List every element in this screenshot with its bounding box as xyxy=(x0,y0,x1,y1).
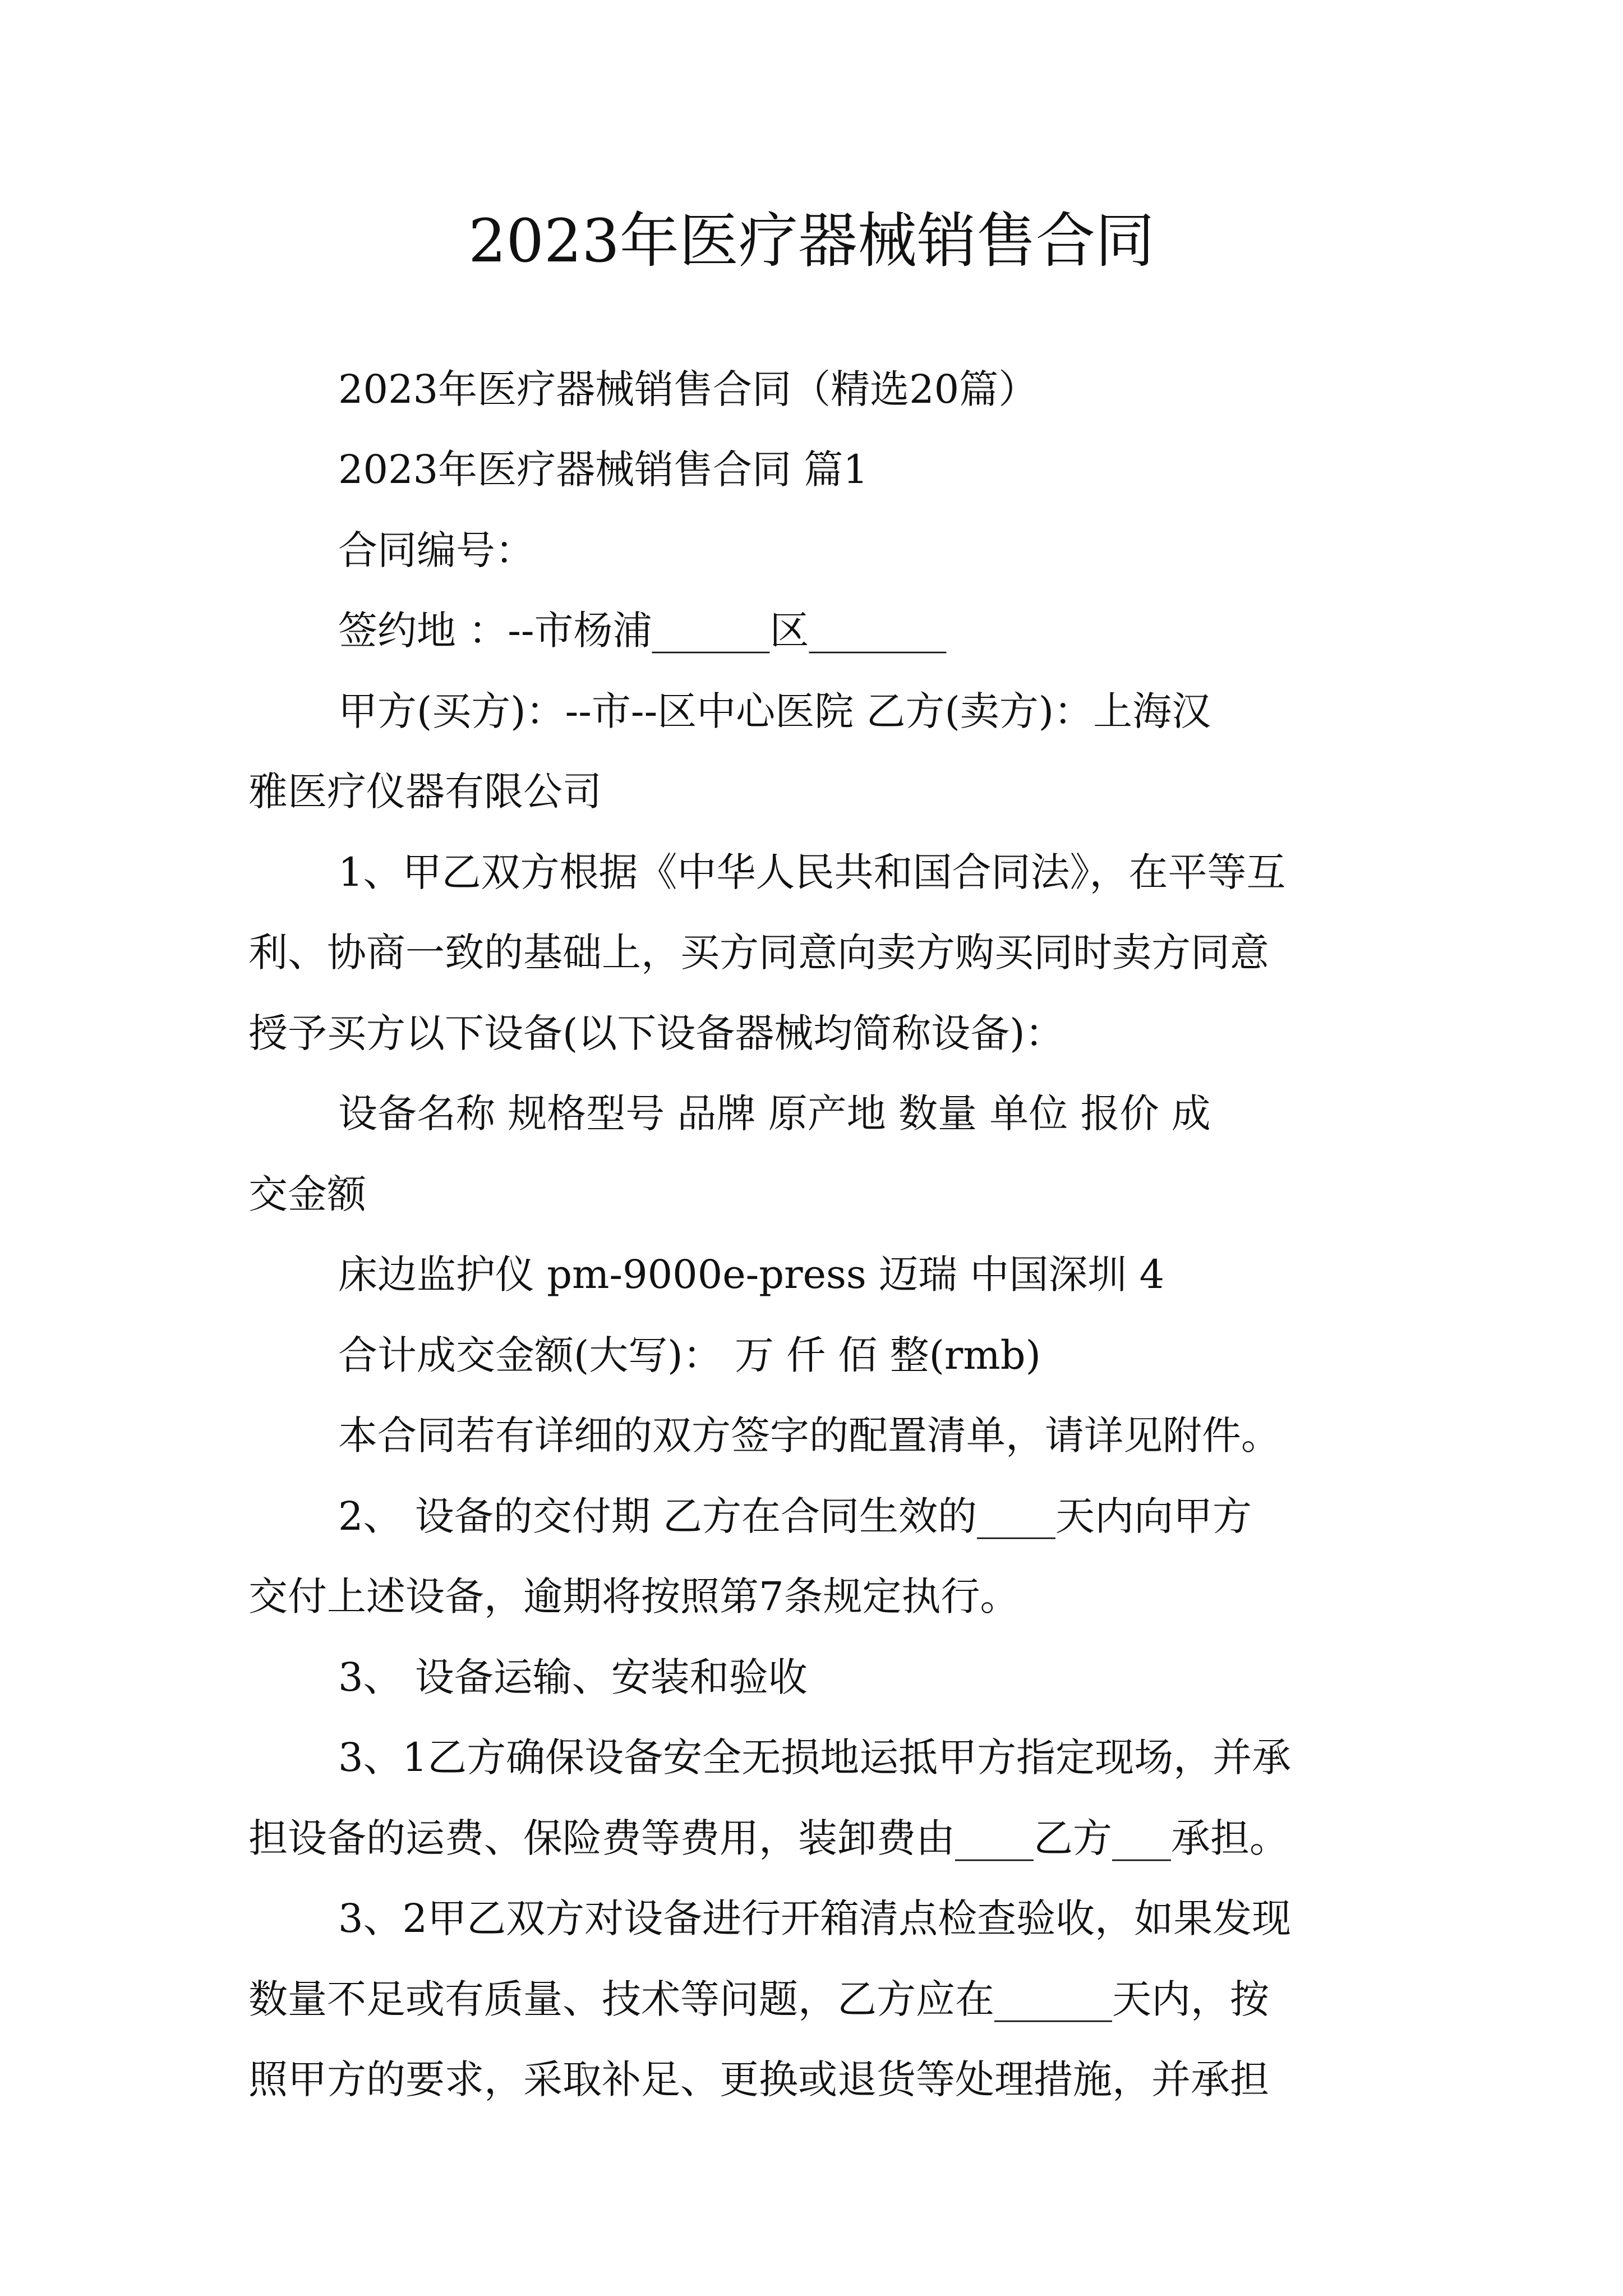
paragraph-line: 甲方(买方)：--市--区中心医院 乙方(卖方)：上海汉 xyxy=(338,688,1211,734)
paragraph-line: 交金额 xyxy=(248,1171,366,1217)
document-title: 2023年医疗器械销售合同 xyxy=(468,206,1155,275)
paragraph-line: 交付上述设备，逾期将按照第7条规定执行。 xyxy=(248,1573,1020,1619)
paragraph-line: 担设备的运费、保险费等费用，装卸费由____乙方___承担。 xyxy=(248,1815,1289,1861)
paragraph-line: 授予买方以下设备(以下设备器械均简称设备)： xyxy=(248,1010,1064,1056)
paragraph-line: 2023年医疗器械销售合同 篇1 xyxy=(338,447,868,493)
paragraph-line: 数量不足或有质量、技术等问题，乙方应在______天内，按 xyxy=(248,1976,1269,2022)
paragraph-line: 2023年医疗器械销售合同（精选20篇） xyxy=(338,366,1038,412)
paragraph-line: 本合同若有详细的双方签字的配置清单，请详见附件。 xyxy=(338,1412,1280,1458)
paragraph-line: 照甲方的要求，采取补足、更换或退货等处理措施，并承担 xyxy=(248,2056,1269,2102)
paragraph-line: 2、 设备的交付期 乙方在合同生效的____天内向甲方 xyxy=(338,1493,1252,1539)
paragraph-line: 床边监护仪 pm-9000e-press 迈瑞 中国深圳 4 xyxy=(338,1251,1165,1297)
paragraph-line: 合同编号： xyxy=(338,527,534,573)
paragraph-line: 1、甲乙双方根据《中华人民共和国合同法》，在平等互 xyxy=(338,849,1286,895)
paragraph-line: 3、 设备运输、安装和验收 xyxy=(338,1654,808,1700)
paragraph-line: 3、1乙方确保设备安全无损地运抵甲方指定现场，并承 xyxy=(338,1734,1292,1780)
paragraph-line: 合计成交金额(大写)： 万 仟 佰 整(rmb) xyxy=(338,1332,1041,1378)
paragraph-line: 雅医疗仪器有限公司 xyxy=(248,769,602,815)
paragraph-line: 签约地 ：--市杨浦______区_______ xyxy=(338,608,947,654)
paragraph-line: 3、2甲乙双方对设备进行开箱清点检查验收，如果发现 xyxy=(338,1895,1292,1941)
paragraph-line: 设备名称 规格型号 品牌 原产地 数量 单位 报价 成 xyxy=(338,1091,1211,1137)
paragraph-line: 利、协商一致的基础上，买方同意向卖方购买同时卖方同意 xyxy=(248,930,1269,976)
